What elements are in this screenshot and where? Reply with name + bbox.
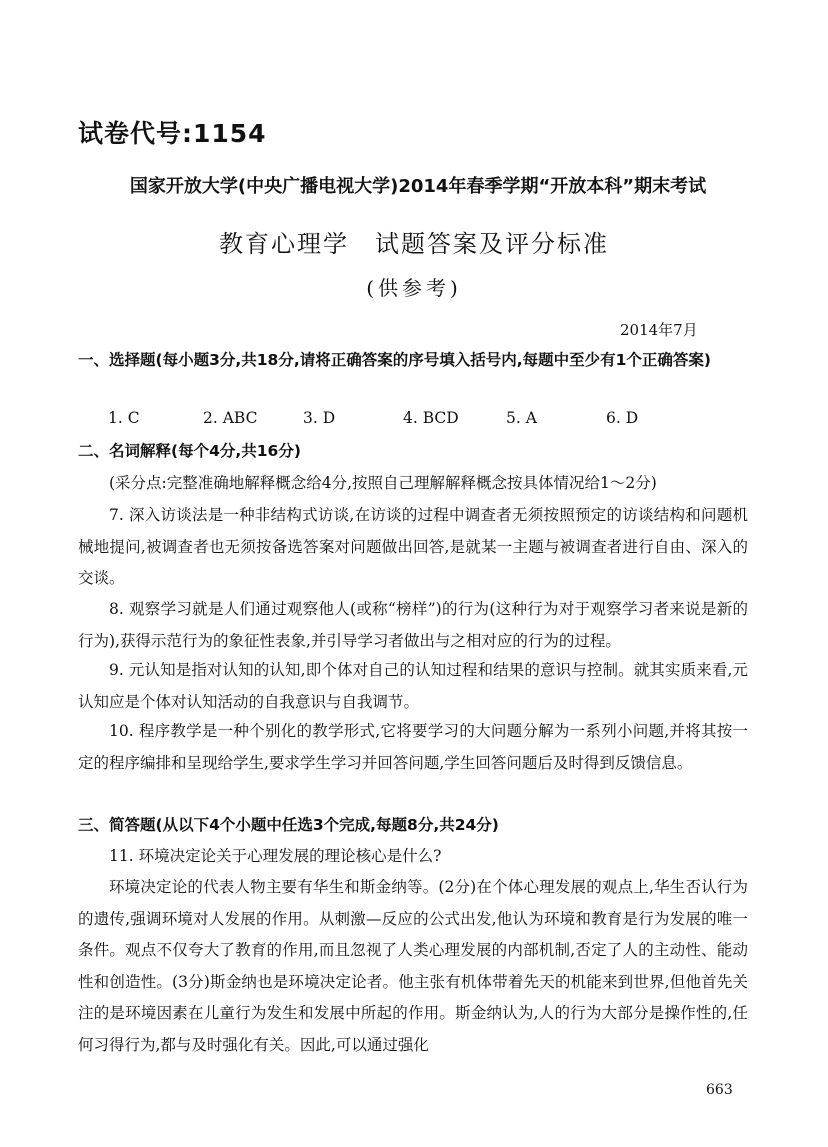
exam-school-title: 国家开放大学(中央广播电视大学)2014年春季学期“开放本科”期末考试	[129, 176, 707, 197]
page-number: 663	[706, 1082, 733, 1098]
choice-answers	[108, 409, 666, 427]
section-2-heading: 二、名词解释(每个4分,共16分)	[78, 442, 301, 460]
answer-6: 6. D	[606, 409, 639, 427]
document-title: 教育心理学 试题答案及评分标准	[219, 230, 609, 258]
scoring-note: (采分点:完整准确地解释概念给4分,按照自己理解解释概念按具体情况给1～2分)	[109, 474, 657, 492]
section-3-heading: 三、简答题(从以下4个小题中任选3个完成,每题8分,共24分)	[78, 816, 499, 834]
answer-5: 5. A	[506, 409, 537, 427]
section-1-heading: 一、选择题(每小题3分,共18分,请将正确答案的序号填入括号内,每题中至少有1个正确答案)	[78, 351, 711, 369]
term-item-8: 8. 观察学习就是人们通过观察他人(或称“榜样”)的行为(这种行为对于观察学习者来说是新的行为),获得示范行为的象征性表象,并引导学习者做出与之相对应的行为的过程。	[78, 600, 748, 650]
reference-note: (供参考)	[366, 276, 462, 300]
answer-4: 4. BCD	[403, 409, 459, 427]
term-item-9: 9. 元认知是指对认知的认知,即个体对自己的认知过程和结果的意识与控制。就其实质来看,元认知应是个体对认知活动的自我意识与自我调节。	[78, 661, 748, 711]
term-item-10: 10. 程序教学是一种个别化的教学形式,它将要学习的大问题分解为一系列小问题,并将其按一定的程序编排和呈现给学生,要求学生学习并回答问题,学生回答问题后及时得到反馈信息。	[78, 722, 748, 772]
answer-3: 3. D	[303, 409, 336, 427]
exam-date: 2014年7月	[620, 321, 698, 339]
answer-2: 2. ABC	[203, 409, 258, 427]
question-11: 11. 环境决定论关于心理发展的理论核心是什么?	[109, 847, 442, 865]
answer-11: 环境决定论的代表人物主要有华生和斯金纳等。(2分)在个体心理发展的观点上,华生否认行为的遗传,强调环境对人发展的作用。从刺激—反应的公式出发,他认为环境和教育是行为发展的唯一条件。观点不仅夸大了教育的作用,而且忽视了人类心理发展的内部机制,否定了人的主动性、能动性和创造性。(3分)斯金纳也是环境决定论者。他主张有机体带着先天的机能来到世界,但他首先关注的是环境因素在儿童行为发生和发展中所起的作用。斯金纳认为,人的行为大部分是操作性的,任何习得行为,都与及时强化有关。因此,可以通过强化	[78, 878, 748, 1054]
term-item-7: 7. 深入访谈法是一种非结构式访谈,在访谈的过程中调查者无须按照预定的访谈结构和问题机械地提问,被调查者也无须按备选答案对问题做出回答,是就某一主题与被调查者进行自由、深入的交谈。	[78, 506, 748, 587]
answer-1: 1. C	[108, 409, 140, 427]
paper-code: 试卷代号:1154	[78, 119, 267, 148]
